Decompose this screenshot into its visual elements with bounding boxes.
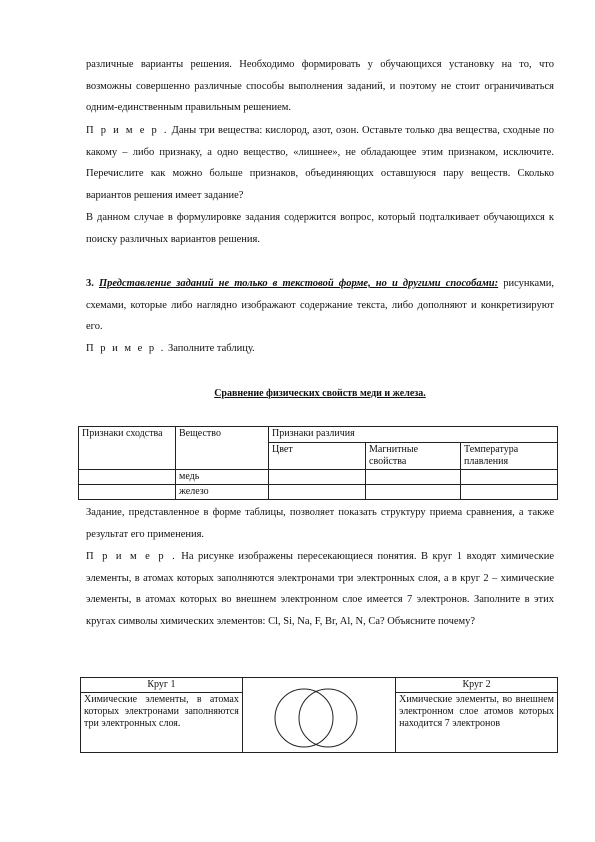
table-cell-empty (269, 470, 366, 485)
circle-2-description: Химические элементы, во внешнем электронном слое атомов которых находится 7 электронов (396, 693, 558, 753)
paragraph-example-3 (86, 546, 554, 632)
venn-diagram (262, 680, 372, 756)
header-signs-of-similarity: Признаки сходства (79, 427, 176, 470)
paragraph-4-text: Задание, представленное в форме таблицы, позволяет показать структуру приема сравнения, а также результат его применения. (86, 507, 554, 540)
venn-circle-2 (299, 689, 357, 747)
example-label-3: П р и м е р . (86, 551, 177, 562)
paragraph-3 (86, 207, 554, 250)
section-3-number: 3. (86, 278, 94, 289)
example-label-2: П р и м е р . (86, 343, 166, 354)
header-signs-of-difference: Признаки различия (269, 427, 558, 443)
circle-2-title: Круг 2 (396, 678, 558, 693)
table-cell-empty (269, 485, 366, 500)
paragraph-1-text: различные варианты решения. Необходимо формировать у обучающихся установку на то, что возможны совершенно различные способы выполнения заданий, и поэтому не стоит ограничиваться одним-единственным правильным решением. (86, 59, 554, 114)
header-substance: Вещество (176, 427, 269, 470)
header-magnetic: Магнитные свойства (366, 443, 461, 470)
paragraph-example-2 (86, 338, 554, 360)
paragraph-3-text: В данном случае в формулировке задания содержится вопрос, который подталкивает обучающихся к поиску различных вариантов решения. (86, 212, 554, 245)
example-1-text: Даны три вещества: кислород, азот, озон. Оставьте только два вещества, сходные по какому – либо признаку, а одно вещество, «лишнее», не обладающее этим признаком, исключите. Перечислите как можно больше признаков, объединяющих оставшуюся пару веществ. Сколько вариантов решения имеет задание? (86, 125, 554, 201)
example-label: П р и м е р . (86, 125, 169, 136)
table-cell-empty (461, 470, 558, 485)
venn-circle-1 (275, 689, 333, 747)
section-3 (86, 273, 554, 338)
table-1-title: Сравнение физических свойств меди и железа. (214, 388, 426, 399)
table-cell-empty (366, 470, 461, 485)
table-cell-empty (79, 485, 176, 500)
header-color: Цвет (269, 443, 366, 470)
section-3-heading: Представление заданий не только в текстовой форме, но и другими способами: (98, 278, 499, 289)
example-2-text: Заполните таблицу. (165, 343, 255, 354)
table-cell-empty (366, 485, 461, 500)
circle-1-title: Круг 1 (81, 678, 243, 693)
comparison-table (78, 426, 558, 500)
paragraph-example-1 (86, 120, 554, 206)
row-iron: железо (176, 485, 269, 500)
paragraph-1 (86, 54, 554, 119)
section-3-text: рисунками, схемами, которые либо наглядно изображают содержание текста, либо дополняют и конкретизируют его. (86, 278, 554, 333)
header-melting-temperature: Температура плавления (461, 443, 558, 470)
paragraph-4 (86, 502, 554, 545)
table-cell-empty (79, 470, 176, 485)
row-copper: медь (176, 470, 269, 485)
circle-1-description: Химические элементы, в атомах которых электронами заполняются три электронных слоя. (81, 693, 243, 753)
table-cell-empty (461, 485, 558, 500)
example-3-text: На рисунке изображены пересекающиеся понятия. В круг 1 входят химические элементы, в атомах которых заполняются электронами три электронных слоя, а в круг 2 – химические элементы, в атомах которых во внешнем электронном слое имеется 7 электронов. Заполните в этих кругах символы химических элементов: Cl, Si, Na, F, Br, Al, N, Ca? Объясните почему? (86, 551, 554, 627)
